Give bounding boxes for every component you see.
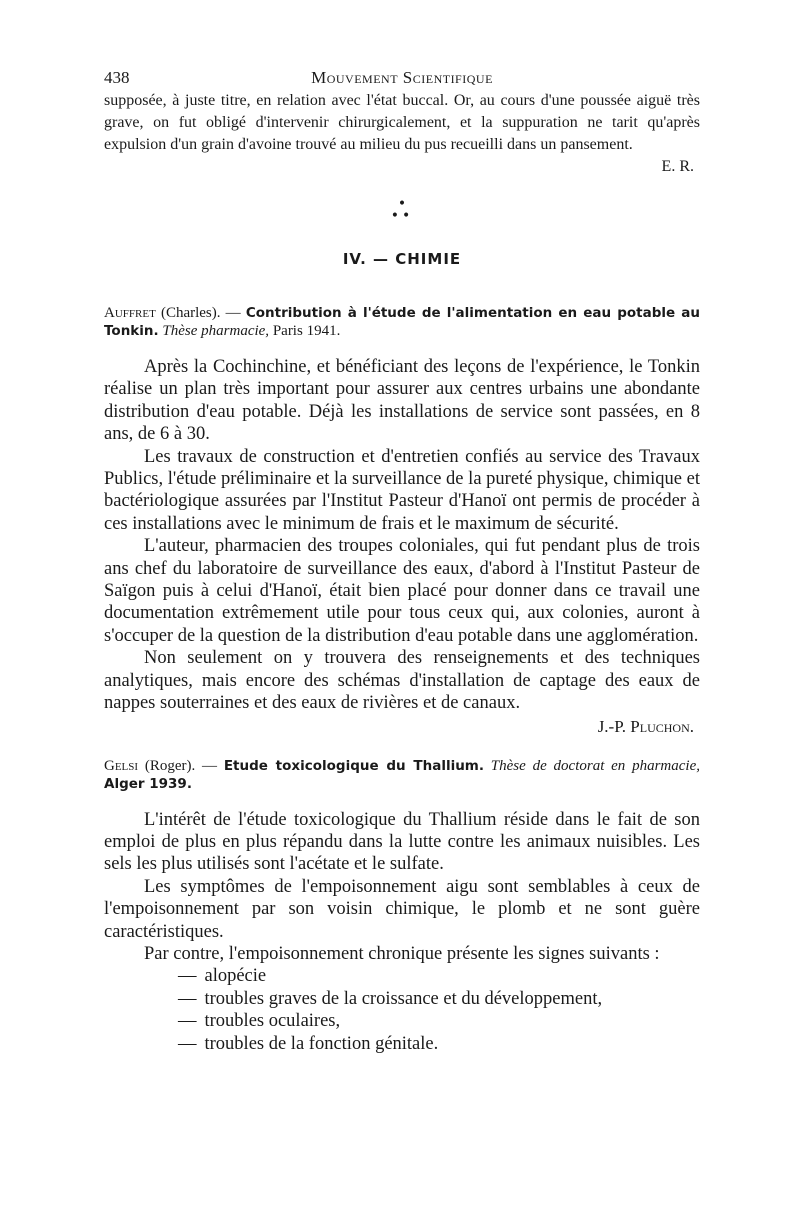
reference-entry-gelsi — [104, 757, 700, 793]
work-title: Contribution à l'étude de l'alimentation en eau potable au Tonkin. — [104, 305, 701, 339]
reviewer-signature: J.-P. Pluchon. — [597, 716, 694, 736]
list-item — [104, 1010, 700, 1032]
reference-entry-auffret — [104, 304, 700, 340]
list-item-text: troubles oculaires, — [204, 1011, 341, 1032]
body-paragraph: Les travaux de construction et d'entretien confiés au service des Travaux Publics, l'étude préliminaire et la surveillance de la pureté physique, chimique et bactériologique assurées par l'Institut Pasteur d'Hanoï ont permis de procéder à ces installations avec le minimum de frais et le maximum de sécurité. — [104, 446, 700, 534]
author — [104, 758, 224, 774]
body-paragraph: L'intérêt de l'étude toxicologique du Thallium réside dans le fait de son emploi de plus en plus répandu dans la lutte contre les animaux nuisibles. Les sels les plus utilisés sont l'acétate et le sulfate. — [104, 809, 700, 875]
author-given: (Roger). — — [138, 757, 224, 774]
body-paragraph: L'auteur, pharmacien des troupes coloniales, qui fut pendant plus de trois ans chef du laboratoire de surveillance des eaux, d'abord à l'Institut Pasteur de Saïgon puis à celui d'Hanoï, était bien placé pour donner dans ce travail une documentation extrêmement utile pour tous ceux qui, aux colonies, auront à s'occuper de la question de la distribution d'eau potable dans une agglomération. — [104, 536, 700, 646]
author — [104, 305, 246, 321]
intro-signature: E. R. — [661, 158, 694, 175]
ornament-bottom: •• — [390, 208, 414, 224]
author-surname: Auffret — [104, 305, 156, 321]
list-dash: — — [178, 1033, 197, 1054]
list-item-text: troubles graves de la croissance et du développement, — [204, 988, 603, 1009]
author-given: (Charles). — — [155, 305, 246, 321]
work-title: Etude toxicologique du Thallium. — [223, 757, 485, 774]
intro-paragraph: supposée, à juste titre, en relation avec l'état buccal. Or, au cours d'une poussée aiguë très grave, on fut obligé d'intervenir chirurgicalement, et la suppuration ne tarit qu'après expulsion d'un grain d'avoine trouvé au milieu du pus recueilli dans un pansement. — [104, 92, 700, 153]
body-paragraph: Non seulement on y trouvera des renseignements et des techniques analytiques, mais encore des schémas d'installation de captage des eaux de nappes souterraines et des eaux de rivières et de canaux. — [104, 648, 700, 714]
list-item — [104, 965, 700, 987]
list-item-text: alopécie — [204, 966, 267, 987]
body-paragraph: Après la Cochinchine, et bénéficiant des leçons de l'expérience, le Tonkin réalise un plan très important pour assurer aux centres urbains une abondante distribution d'eau potable. Déjà les installations de service sont passées, en 8 ans, de 6 à 30. — [104, 357, 700, 445]
body-paragraph: Par contre, l'empoisonnement chronique présente les signes suivants : — [144, 943, 660, 964]
author-surname: Gelsi — [104, 757, 139, 774]
spacer — [104, 739, 700, 757]
list-item-text: troubles de la fonction génitale. — [204, 1033, 439, 1054]
ornament-top: • — [397, 196, 407, 212]
list-dash: — — [178, 1011, 197, 1032]
thesis-type: Thèse de doctorat en pharmacie, — [484, 757, 701, 774]
running-head — [104, 62, 700, 90]
book-page — [104, 62, 700, 1055]
body-paragraph: Les symptômes de l'empoisonnement aigu sont semblables à ceux de l'empoisonnement par son voisin chimique, le plomb et ne sont guère caractéristiques. — [104, 876, 700, 942]
symptom-list — [104, 965, 700, 1055]
list-item — [104, 1033, 700, 1055]
place-year: Alger 1939. — [104, 775, 192, 792]
running-title: Mouvement Scientifique — [311, 68, 493, 87]
asterism-ornament — [104, 198, 700, 222]
list-dash: — — [178, 988, 197, 1009]
place-year: Paris 1941. — [272, 323, 341, 339]
thesis-type: Thèse pharmacie, — [158, 323, 273, 339]
list-item — [104, 988, 700, 1010]
list-dash: — — [178, 966, 197, 987]
page-number: 438 — [104, 68, 130, 87]
section-heading: IV. — CHIMIE — [342, 250, 462, 268]
